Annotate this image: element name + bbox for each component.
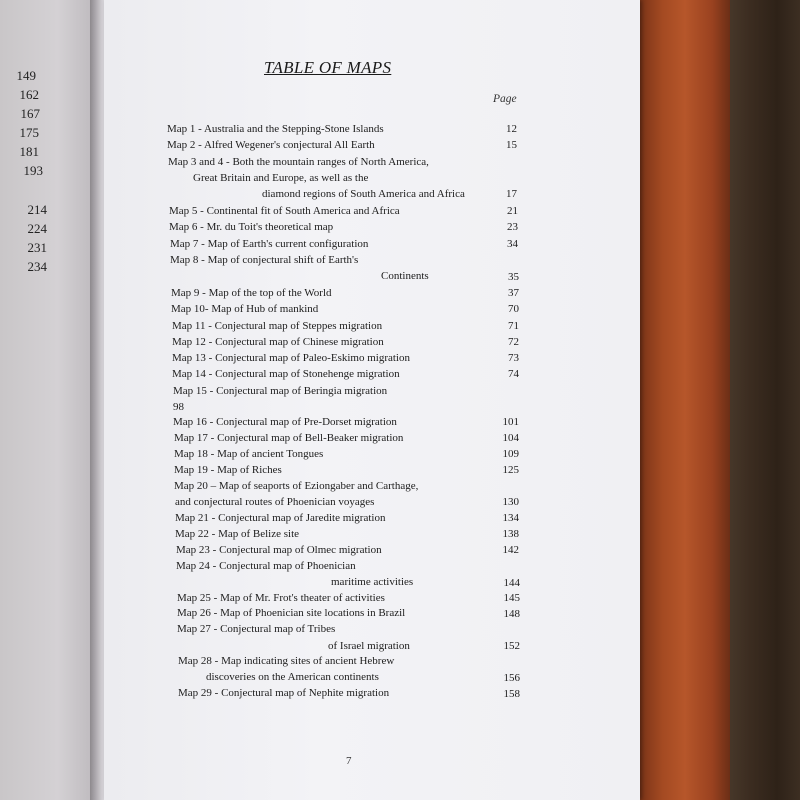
- toc-entry: Map 15 - Conjectural map of Beringia migration: [173, 385, 388, 397]
- toc-entry: Map 6 - Mr. du Toit's theoretical map: [169, 221, 334, 233]
- toc-entry: Map 26 - Map of Phoenician site locations in Brazil: [177, 607, 406, 619]
- toc-entry: Map 9 - Map of the top of the World: [171, 287, 332, 299]
- toc-entry: Map 27 - Conjectural map of Tribes: [177, 623, 336, 635]
- toc-entry: Map 20 – Map of seaports of Eziongaber and Carthage,: [174, 480, 419, 492]
- toc-page-number: 156: [503, 672, 520, 684]
- toc-entry: Map 5 - Continental fit of South America and Africa: [169, 205, 400, 217]
- toc-entry: Map 13 - Conjectural map of Paleo-Eskimo migration: [172, 352, 410, 364]
- toc-page-number: 148: [503, 608, 520, 620]
- toc-page-number: 138: [502, 528, 519, 540]
- toc-entry: Map 10- Map of Hub of mankind: [171, 303, 319, 315]
- toc-entry: Map 19 - Map of Riches: [174, 464, 282, 476]
- toc-page-number: 35: [508, 271, 519, 283]
- toc-entry: Map 24 - Conjectural map of Phoenician: [176, 560, 356, 572]
- toc-page-number: 125: [502, 464, 519, 476]
- left-page: [0, 0, 96, 800]
- toc-entry: Map 14 - Conjectural map of Stonehenge migration: [172, 368, 400, 380]
- toc-entry: Map 21 - Conjectural map of Jaredite migration: [175, 512, 386, 524]
- toc-page-number: 130: [502, 496, 519, 508]
- toc-page-number: 104: [502, 432, 519, 444]
- toc-page-number: 34: [507, 238, 518, 250]
- toc-entry: Map 25 - Map of Mr. Frot's theater of activities: [177, 592, 385, 604]
- toc-entry: Map 2 - Alfred Wegener's conjectural All Earth: [167, 139, 375, 151]
- left-page-number: 175: [19, 125, 39, 140]
- background-surface: [724, 0, 800, 800]
- toc-page-number: 37: [508, 287, 519, 299]
- toc-entry: Map 1 - Australia and the Stepping-Stone Islands: [167, 123, 384, 135]
- toc-entry: Map 29 - Conjectural map of Nephite migration: [178, 687, 390, 699]
- left-page-number: 231: [27, 240, 47, 255]
- toc-page-number: 158: [503, 688, 520, 700]
- toc-entry: Map 8 - Map of conjectural shift of Earth's: [170, 254, 359, 266]
- toc-entry: Map 23 - Conjectural map of Olmec migration: [176, 544, 382, 556]
- page-column-header: Page: [493, 93, 517, 105]
- toc-page-number: 12: [506, 123, 517, 135]
- folio-page-number: 7: [346, 755, 352, 767]
- book-spine: [90, 0, 104, 800]
- toc-entry-continuation: Great Britain and Europe, as well as the: [193, 172, 369, 184]
- left-page-number: 181: [19, 144, 39, 159]
- left-page-number: 167: [20, 106, 40, 121]
- toc-entry: Map 7 - Map of Earth's current configuration: [170, 238, 369, 250]
- toc-page-number: 109: [502, 448, 519, 460]
- toc-entry: Map 12 - Conjectural map of Chinese migration: [172, 336, 384, 348]
- toc-page-number: 74: [508, 368, 519, 380]
- toc-page-number: 72: [508, 336, 519, 348]
- toc-entry-continuation: maritime activities: [331, 576, 414, 588]
- toc-entry: Map 17 - Conjectural map of Bell-Beaker migration: [174, 432, 404, 444]
- toc-page-number: 21: [507, 205, 518, 217]
- left-page-number: 193: [23, 163, 43, 178]
- toc-entry: Map 22 - Map of Belize site: [175, 528, 300, 540]
- toc-page-number: 70: [508, 303, 519, 315]
- toc-entry-continuation: discoveries on the American continents: [206, 671, 379, 683]
- left-page-number: 224: [27, 221, 47, 236]
- toc-page-number: 73: [508, 352, 519, 364]
- toc-entry: Map 3 and 4 - Both the mountain ranges of North America,: [168, 156, 429, 168]
- toc-page-number: 145: [503, 592, 520, 604]
- toc-entry-continuation: Continents: [381, 270, 429, 282]
- toc-entry: Map 16 - Conjectural map of Pre-Dorset migration: [173, 416, 397, 428]
- toc-page-number: 15: [506, 139, 517, 151]
- toc-page-number: 134: [502, 512, 519, 524]
- left-page-number: 149: [16, 68, 36, 83]
- toc-entry-continuation: and conjectural routes of Phoenician voyages: [175, 496, 375, 508]
- left-page-number: 214: [27, 202, 47, 217]
- page-title: TABLE OF MAPS: [264, 58, 392, 77]
- toc-entry-continuation: 98: [173, 401, 184, 413]
- toc-entry-continuation: of Israel migration: [328, 640, 410, 652]
- toc-page-number: 101: [502, 416, 519, 428]
- toc-page-number: 23: [507, 221, 518, 233]
- toc-entry-continuation: diamond regions of South America and Africa: [262, 188, 465, 200]
- toc-page-number: 142: [502, 544, 519, 556]
- wooden-table-edge: [640, 0, 730, 800]
- toc-page-number: 144: [503, 577, 520, 589]
- toc-page-number: 71: [508, 320, 519, 332]
- toc-page-number: 152: [503, 640, 520, 652]
- left-page-number: 234: [27, 259, 47, 274]
- left-page-number: 162: [19, 87, 39, 102]
- toc-entry: Map 28 - Map indicating sites of ancient Hebrew: [178, 655, 395, 667]
- toc-entry: Map 18 - Map of ancient Tongues: [174, 448, 324, 460]
- toc-entry: Map 11 - Conjectural map of Steppes migration: [172, 320, 383, 332]
- toc-page-number: 17: [506, 188, 517, 200]
